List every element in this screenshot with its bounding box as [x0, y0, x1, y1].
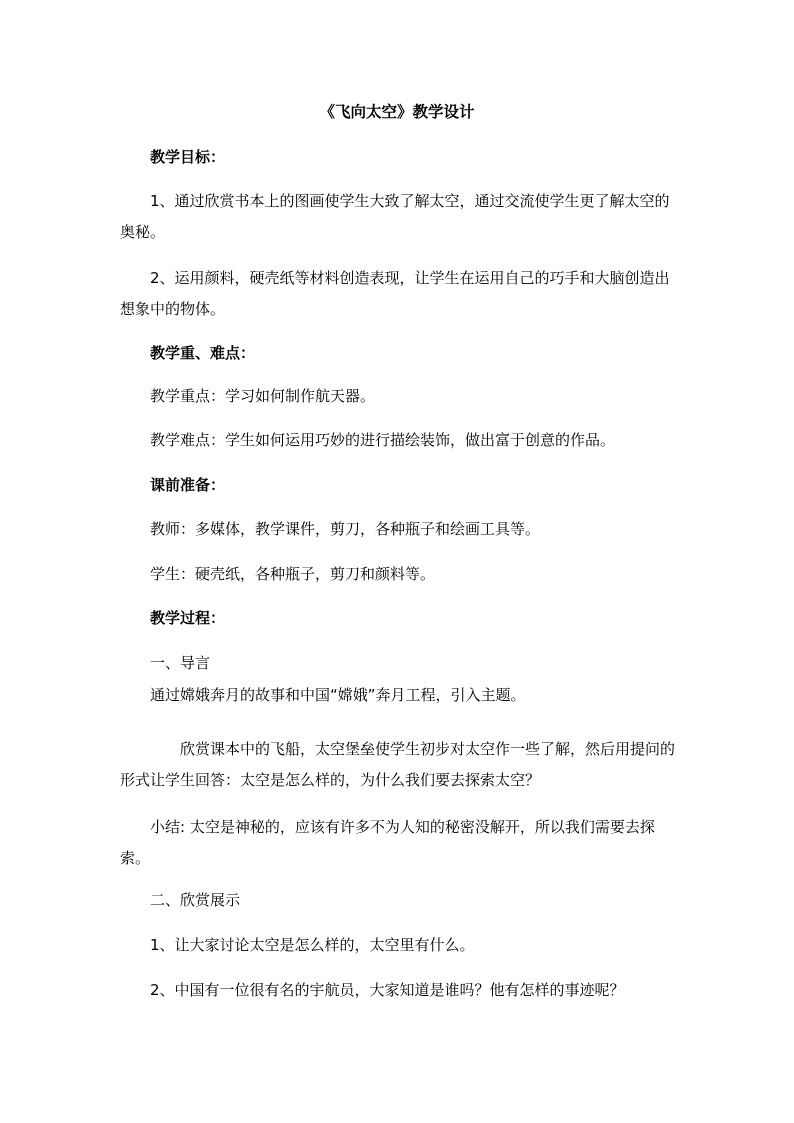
prep-heading: 课前准备： [150, 476, 226, 494]
document-title: 《飞向太空》教学设计 [319, 103, 475, 121]
key-heading: 教学重、难点： [150, 344, 256, 362]
show-item-2: 2、中国有一位很有名的宇航员，大家知道是谁吗？他有怎样的事迹呢？ [150, 981, 625, 999]
prep-teacher: 教师：多媒体，教学课件，剪刀，各种瓶子和绘画工具等。 [150, 520, 541, 538]
objective-1: 1、通过欣赏书本上的图画使学生大致了解太空，通过交流使学生更了解太空的奥秘。 [120, 192, 670, 241]
objective-2: 2、运用颜料，硬壳纸等材料创造表现，让学生在运用自己的巧手和大脑创造出想象中的物体。 [120, 269, 670, 318]
prep-student: 学生：硬壳纸，各种瓶子，剪刀和颜料等。 [150, 565, 436, 583]
show-item-1: 1、让大家讨论太空是怎么样的，太空里有什么。 [150, 936, 475, 954]
objectives-heading: 教学目标： [150, 148, 226, 166]
key-point: 教学重点：学习如何制作航天器。 [150, 387, 376, 405]
show-heading: 二、欣赏展示 [150, 891, 241, 909]
summary-text: 小结: 太空是神秘的，应该有许多不为人知的秘密没解开，所以我们需要去探索。 [120, 818, 655, 867]
appreciate-text: 欣赏课本中的飞船，太空堡垒使学生初步对太空作一些了解，然后用提问的形式让学生回答：太空是怎么样的，为什么我们要去探索太空？ [120, 740, 676, 789]
intro-text: 通过嫦娥奔月的故事和中国“嫦娥”奔月工程，引入主题。 [150, 686, 526, 704]
process-heading: 教学过程： [150, 609, 226, 627]
intro-heading: 一、导言 [150, 654, 211, 672]
difficult-point: 教学难点：学生如何运用巧妙的进行描绘装饰，做出富于创意的作品。 [150, 431, 616, 449]
